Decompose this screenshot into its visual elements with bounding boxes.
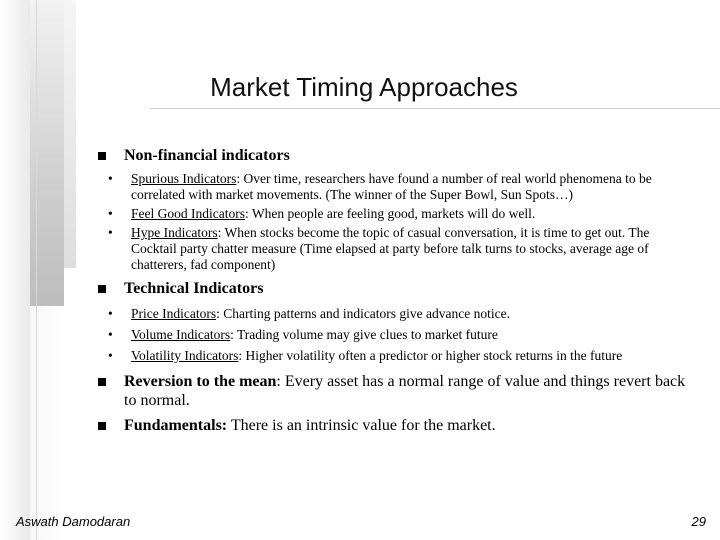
fundamentals-text: There is an intrinsic value for the market. bbox=[227, 417, 496, 434]
bullet-non-financial bbox=[98, 146, 698, 165]
bullet-reversion bbox=[98, 372, 698, 410]
item-text: : Over time, researchers have found a number of real world phenomena to be correlated with market movements. (The winner of the Super Bowl, Sun Spots…) bbox=[131, 171, 652, 202]
list-non-financial bbox=[98, 171, 698, 273]
dot-bullet-icon: • bbox=[108, 327, 113, 342]
footer-author: Aswath Damodaran bbox=[16, 514, 131, 529]
item-text: : Trading volume may give clues to market future bbox=[230, 327, 498, 342]
item-term: Spurious Indicators bbox=[131, 171, 237, 186]
slide-title: Market Timing Approaches bbox=[210, 72, 518, 102]
list-item bbox=[98, 206, 686, 222]
item-term: Hype Indicators bbox=[131, 225, 218, 240]
dot-bullet-icon: • bbox=[108, 348, 113, 363]
dot-bullet-icon: • bbox=[108, 206, 113, 221]
list-technical bbox=[98, 306, 698, 364]
list-item bbox=[98, 225, 686, 273]
reversion-head: Reversion to the mean bbox=[124, 373, 277, 390]
bullet-technical bbox=[98, 279, 698, 298]
dot-bullet-icon: • bbox=[108, 306, 113, 321]
square-bullet-icon bbox=[98, 152, 106, 160]
title-rule bbox=[150, 108, 720, 109]
list-item bbox=[98, 306, 686, 322]
item-text: : Charting patterns and indicators give advance notice. bbox=[216, 306, 510, 321]
item-text: : When people are feeling good, markets will do well. bbox=[244, 206, 536, 221]
heading-non-financial: Non-financial indicators bbox=[124, 147, 290, 164]
item-term: Price Indicators bbox=[131, 306, 217, 321]
dot-bullet-icon: • bbox=[108, 171, 113, 186]
square-bullet-icon bbox=[98, 285, 106, 293]
slide-content bbox=[98, 146, 698, 435]
item-term: Volatility Indicators bbox=[131, 348, 239, 363]
square-bullet-icon bbox=[98, 422, 106, 430]
item-text: : When stocks become the topic of casual conversation, it is time to get out. The Cocktail party chatter measure (Time elapsed at party before talk turns to stocks, average age of chatterers, fad component) bbox=[131, 225, 650, 272]
item-term: Volume Indicators bbox=[131, 327, 231, 342]
list-item bbox=[98, 327, 686, 343]
square-bullet-icon bbox=[98, 378, 106, 386]
dot-bullet-icon: • bbox=[108, 225, 113, 240]
heading-technical: Technical Indicators bbox=[124, 280, 264, 297]
item-text: : Higher volatility often a predictor or higher stock returns in the future bbox=[238, 348, 623, 363]
bullet-fundamentals bbox=[98, 416, 698, 435]
list-item bbox=[98, 348, 686, 364]
fundamentals-head: Fundamentals: bbox=[124, 417, 228, 434]
decor-bar-inner bbox=[64, 0, 76, 268]
page-number: 29 bbox=[691, 514, 706, 529]
reversion-text: : Every asset has a normal range of value and things revert back to normal. bbox=[124, 373, 686, 409]
item-term: Feel Good Indicators bbox=[131, 206, 245, 221]
list-item bbox=[98, 171, 686, 203]
